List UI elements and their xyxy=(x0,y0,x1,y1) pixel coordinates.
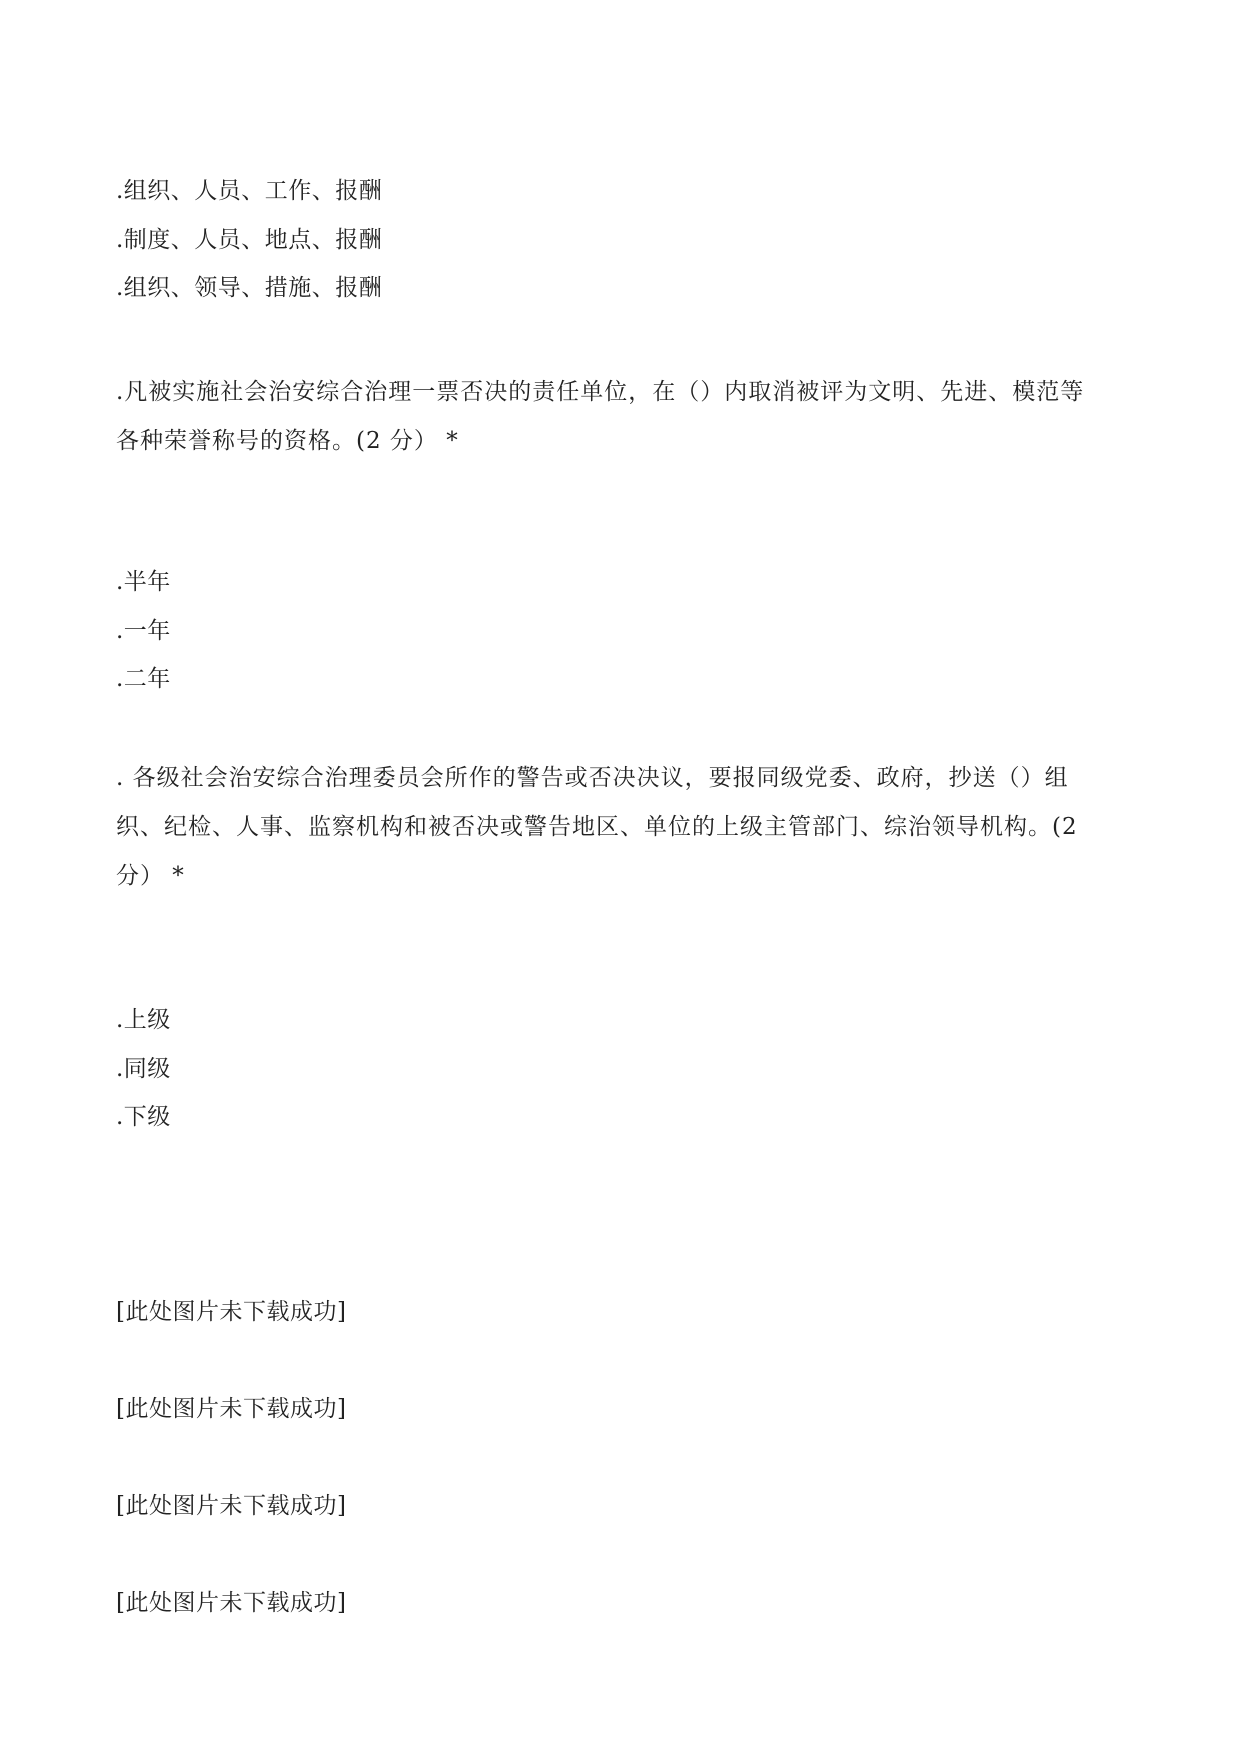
option-text: .组织、人员、工作、报酬 xyxy=(116,178,383,204)
question-text-line: .凡被实施社会治安综合治理一票否决的责任单位，在（）内取消被评为文明、先进、模范等 xyxy=(116,379,1085,405)
question-text-line: 织、纪检、人事、监察机构和被否决或警告地区、单位的上级主管部门、综治领导机构。(2 xyxy=(116,814,1078,840)
option-text: .制度、人员、地点、报酬 xyxy=(116,227,383,253)
question-report xyxy=(116,754,1126,901)
question-text-line: . 各级社会治安综合治理委员会所作的警告或否决决议，要报同级党委、政府，抄送（）组 xyxy=(116,765,1069,791)
question-veto xyxy=(116,368,1126,466)
image-placeholder-text: [此处图片未下载成功] xyxy=(116,1493,347,1519)
question-text-line: 各种荣誉称号的资格。(2 分） * xyxy=(116,428,459,454)
option-text: .上级 xyxy=(116,1007,171,1033)
option-text: .同级 xyxy=(116,1056,171,1082)
option-text: .二年 xyxy=(116,666,171,692)
question-text-line: 分） * xyxy=(116,863,185,889)
image-placeholder-text: [此处图片未下载成功] xyxy=(116,1396,347,1422)
option-text: .半年 xyxy=(116,569,171,595)
option-text: .组织、领导、措施、报酬 xyxy=(116,275,383,301)
image-placeholder-text: [此处图片未下载成功] xyxy=(116,1299,347,1325)
option-text: .一年 xyxy=(116,618,171,644)
option-text: .下级 xyxy=(116,1104,171,1130)
image-placeholder-text: [此处图片未下载成功] xyxy=(116,1590,347,1616)
